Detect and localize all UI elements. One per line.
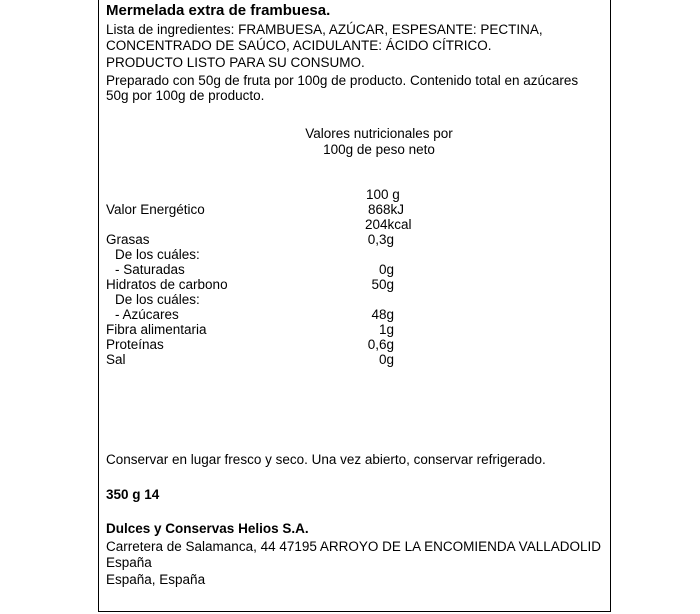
energy-label: Valor Energético: [106, 202, 205, 217]
nutrition-row-value: 0,6g: [367, 337, 394, 352]
product-title: Mermelada extra de frambuesa.: [106, 2, 331, 19]
energy-kcal-value: 204kcal: [365, 217, 412, 232]
preparation-line-2: 50g por 100g de producto.: [106, 88, 265, 103]
nutrition-row-value: 0g: [378, 352, 394, 367]
nutrition-row-value: 50g: [371, 277, 394, 292]
nutrition-row-value: 48g: [371, 307, 394, 322]
nutrition-row-label: De los cuáles:: [115, 247, 200, 262]
nutrition-row-value: 0g: [378, 262, 394, 277]
nutrition-row-label: Sal: [106, 352, 126, 367]
company-address: Carretera de Salamanca, 44 47195 ARROYO DE LA ENCOMIENDA VALLADOLID: [106, 539, 601, 554]
nutrition-row-label: Fibra alimentaria: [106, 322, 207, 337]
ready-to-use-note: PRODUCTO LISTO PARA SU CONSUMO.: [106, 55, 365, 70]
nutrition-row-label: Grasas: [106, 232, 150, 247]
nutrition-row-label: Proteínas: [106, 337, 164, 352]
net-weight: 350 g 14: [106, 487, 160, 502]
energy-kj-value: 868kJ: [368, 202, 405, 217]
ingredients-line-2: CONCENTRADO DE SAÚCO, ACIDULANTE: ÁCIDO CÍTRICO.: [106, 38, 492, 53]
nutrition-row-value: 1g: [378, 322, 394, 337]
nutrition-row-label: De los cuáles:: [115, 292, 200, 307]
nutrition-row-label: - Saturadas: [115, 262, 185, 277]
ingredients-line-1: Lista de ingredientes: FRAMBUESA, AZÚCAR, ESPESANTE: PECTINA,: [106, 22, 543, 37]
storage-instructions: Conservar en lugar fresco y seco. Una vez abierto, conservar refrigerado.: [106, 452, 546, 467]
nutrition-row-value: 0,3g: [367, 232, 394, 247]
company-country-line-2: España, España: [106, 572, 206, 587]
company-name: Dulces y Conservas Helios S.A.: [106, 521, 309, 536]
nutrition-row-label: - Azúcares: [115, 307, 179, 322]
nutrition-column-header: 100 g: [366, 187, 400, 202]
preparation-line-1: Preparado con 50g de fruta por 100g de producto. Contenido total en azúcares: [106, 73, 579, 88]
nutrition-header-line-2: 100g de peso neto: [323, 142, 435, 157]
nutrition-row-label: Hidratos de carbono: [106, 277, 228, 292]
nutrition-header-line-1: Valores nutricionales por: [305, 126, 453, 141]
company-country-line-1: España: [106, 555, 152, 570]
